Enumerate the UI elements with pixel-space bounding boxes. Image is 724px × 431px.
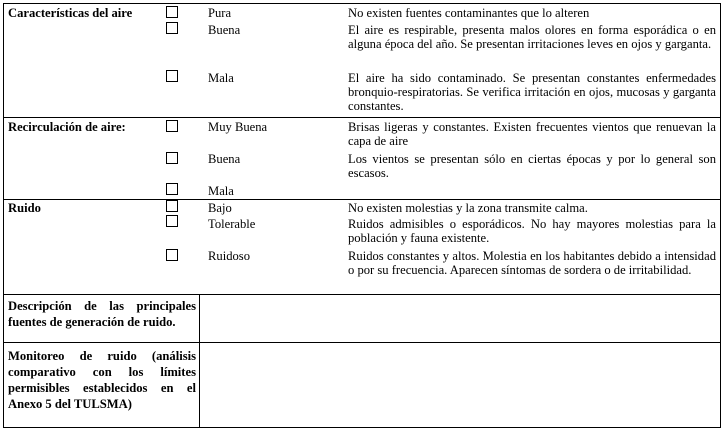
noise-sources-label: Descripción de las principales fuentes de generación de ruido.	[8, 299, 196, 329]
row-divider	[3, 199, 721, 200]
air-buena-label: Buena	[208, 23, 241, 37]
noise-tolerable-checkbox[interactable]	[166, 215, 178, 227]
noise-ruidoso-label: Ruidoso	[208, 249, 250, 263]
air-pura-checkbox[interactable]	[166, 6, 178, 18]
row-divider	[3, 294, 721, 295]
row-divider	[3, 117, 721, 118]
noise-bajo-checkbox[interactable]	[166, 200, 178, 212]
air-pura-label: Pura	[208, 6, 232, 20]
recirc-label: Recirculación de aire:	[8, 120, 126, 134]
air-label: Características del aire	[8, 6, 133, 20]
noise-bajo-label: Bajo	[208, 201, 232, 215]
noise-ruidoso-checkbox[interactable]	[166, 249, 178, 261]
recirc-muy-buena-label: Muy Buena	[208, 120, 268, 134]
recirc-mala-label: Mala	[208, 184, 234, 198]
noise-tolerable-desc: Ruidos admisibles o esporádicos. No hay mayores molestias para la población y fauna existente.	[348, 217, 716, 245]
air-buena-desc: El aire es respirable, presenta malos olores en forma esporádica o en alguna época del año. Se presentan irritaciones leves en ojos y garganta.	[348, 23, 716, 51]
recirc-buena-desc: Los vientos se presentan sólo en ciertas épocas y por lo general son escasos.	[348, 152, 716, 180]
column-divider	[199, 294, 200, 427]
air-mala-checkbox[interactable]	[166, 70, 178, 82]
air-pura-desc: No existen fuentes contaminantes que lo alteren	[348, 6, 590, 20]
table-border-bottom	[3, 427, 721, 428]
recirc-buena-label: Buena	[208, 152, 241, 166]
air-mala-label: Mala	[208, 71, 234, 85]
air-mala-desc: El aire ha sido contaminado. Se presentan constantes enfermedades bronquio-respiratorias. Se verifica irritación en ojos, mucosas y garganta constantes.	[348, 71, 716, 113]
noise-monitoring-field[interactable]	[201, 344, 719, 426]
noise-sources-field[interactable]	[201, 296, 719, 341]
recirc-muy-buena-desc: Brisas ligeras y constantes. Existen frecuentes vientos que renuevan la capa de aire	[348, 120, 716, 148]
recirc-mala-checkbox[interactable]	[166, 183, 178, 195]
row-divider	[3, 342, 721, 343]
noise-tolerable-label: Tolerable	[208, 217, 256, 231]
noise-monitoring-label: Monitoreo de ruido (análisis comparativo con los límites permisibles establecidos en el Anexo 5 del TULSMA)	[8, 349, 196, 411]
table-border-top	[3, 3, 721, 4]
noise-label: Ruido	[8, 201, 41, 215]
noise-ruidoso-desc: Ruidos constantes y altos. Molestia en los habitantes debido a intensidad o por su frecuencia. Aparecen síntomas de sordera o de irritabilidad.	[348, 249, 716, 277]
recirc-buena-checkbox[interactable]	[166, 152, 178, 164]
table-border-right	[720, 3, 721, 428]
air-buena-checkbox[interactable]	[166, 22, 178, 34]
table-border-left	[3, 3, 4, 428]
noise-bajo-desc: No existen molestias y la zona transmite calma.	[348, 201, 588, 215]
recirc-muy-buena-checkbox[interactable]	[166, 120, 178, 132]
